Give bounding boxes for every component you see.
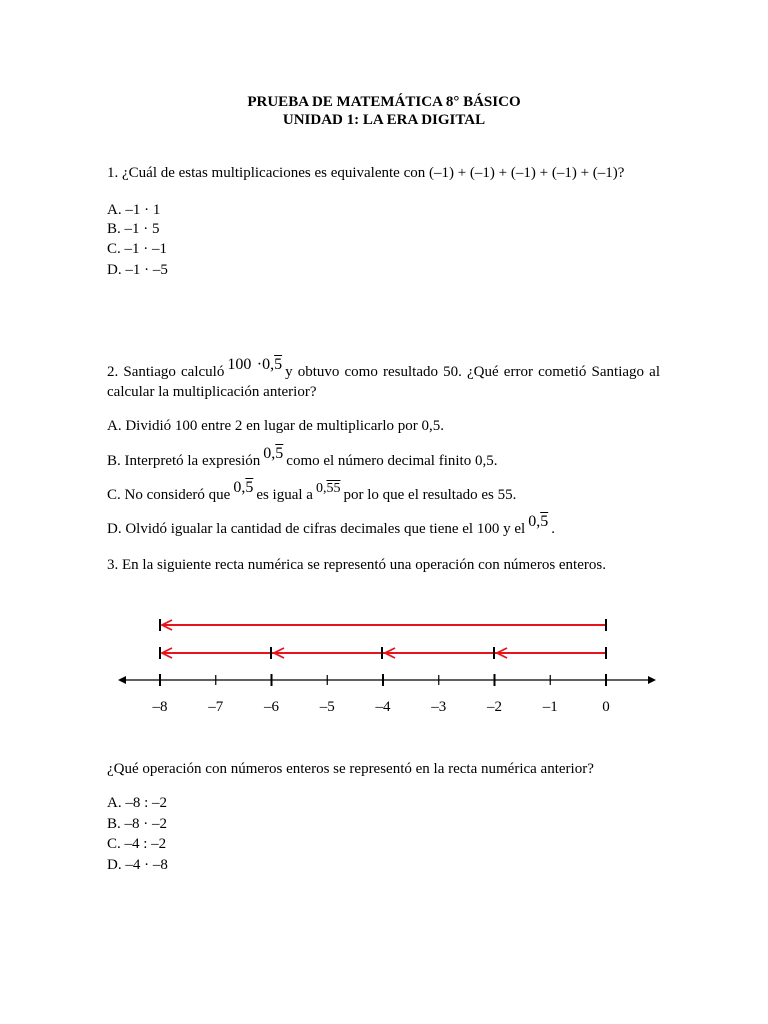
decimal-int: 0,	[315, 481, 327, 496]
axis-tick-labels	[152, 699, 610, 715]
decimal-repeating: 5	[540, 513, 549, 530]
q2-expression-repeating: 5	[274, 356, 283, 373]
q1-option-b: B. –1 · 5	[107, 221, 160, 237]
decimal-repeating: 5	[275, 445, 284, 462]
axis-tick-label: –7	[208, 699, 224, 715]
q2-stem	[107, 356, 661, 402]
axis-tick-label: –2	[487, 699, 502, 715]
q2-expression-int: 100 ·0,	[227, 356, 275, 373]
q3-option-a: A. –8 : –2	[107, 795, 167, 811]
q2-option-d-pre: D. Olvidó igualar la cantidad de cifras decimales que tiene el 100 y el	[107, 521, 526, 537]
q2-option-a: A. Dividió 100 entre 2 en lugar de multiplicarlo por 0,5.	[107, 418, 445, 434]
q1-stem: 1. ¿Cuál de estas multiplicaciones es equivalente con (–1) + (–1) + (–1) + (–1) + (–1)?	[107, 165, 625, 181]
q2-option-c-post: por lo que el resultado es 55.	[343, 487, 517, 503]
axis-tick-label: –5	[319, 699, 335, 715]
q2-option-c-decimal55	[313, 481, 344, 496]
q2-option-c-decimal	[230, 479, 256, 496]
q3-option-c: C. –4 : –2	[107, 836, 167, 852]
decimal-int: 0,	[263, 445, 276, 462]
q3-question: ¿Qué operación con números enteros se representó en la recta numérica anterior?	[107, 761, 594, 777]
q1-option-d: D. –1 · –5	[107, 262, 168, 278]
q2-option-d	[107, 513, 555, 539]
q2-option-d-post: .	[551, 521, 555, 537]
decimal-int: 0,	[528, 513, 541, 530]
q2-option-b-pre: B. Interpretó la expresión	[107, 453, 261, 469]
q2-option-b-decimal	[260, 445, 286, 462]
axis-tick-label: –6	[264, 699, 279, 715]
q2-expression	[224, 356, 285, 373]
axis-tick-label: –1	[542, 699, 558, 715]
q1-option-c: C. –1 · –1	[107, 241, 167, 257]
q3-option-b: B. –8 · –2	[107, 816, 167, 832]
axis-tick-label: –8	[152, 699, 168, 715]
axis-tick-label: –4	[375, 699, 391, 715]
axis-right-arrowhead	[648, 676, 656, 684]
q2-stem-suffix: y obtuvo como resultado 50. ¿Qué error cometió Santiago al calcular la multiplicación anterior?	[107, 364, 661, 400]
q1-option-a: A. –1 · 1	[107, 202, 161, 218]
q2-option-c-pre: C. No consideró que	[107, 487, 231, 503]
axis-left-arrowhead	[118, 676, 126, 684]
decimal-repeating: 5	[245, 479, 254, 496]
page-title: PRUEBA DE MATEMÁTICA 8° BÁSICO	[247, 94, 521, 110]
decimal-int: 0,	[233, 479, 246, 496]
decimal-repeating: 55	[326, 481, 341, 496]
q3-option-d: D. –4 · –8	[107, 857, 168, 873]
axis-tick-label: 0	[602, 699, 610, 715]
number-line-figure	[0, 600, 768, 730]
q2-option-c	[107, 479, 517, 506]
q2-stem-prefix: 2. Santiago calculó	[107, 364, 225, 380]
q2-option-b	[107, 445, 498, 471]
page-subtitle: UNIDAD 1: LA ERA DIGITAL	[282, 112, 486, 128]
q3-stem: 3. En la siguiente recta numérica se representó una operación con números enteros.	[107, 557, 606, 573]
axis-tick-label: –3	[431, 699, 447, 715]
q2-option-d-decimal	[525, 513, 551, 530]
q2-option-b-post: como el número decimal finito 0,5.	[286, 453, 498, 469]
q2-option-c-mid: es igual a	[256, 487, 313, 503]
